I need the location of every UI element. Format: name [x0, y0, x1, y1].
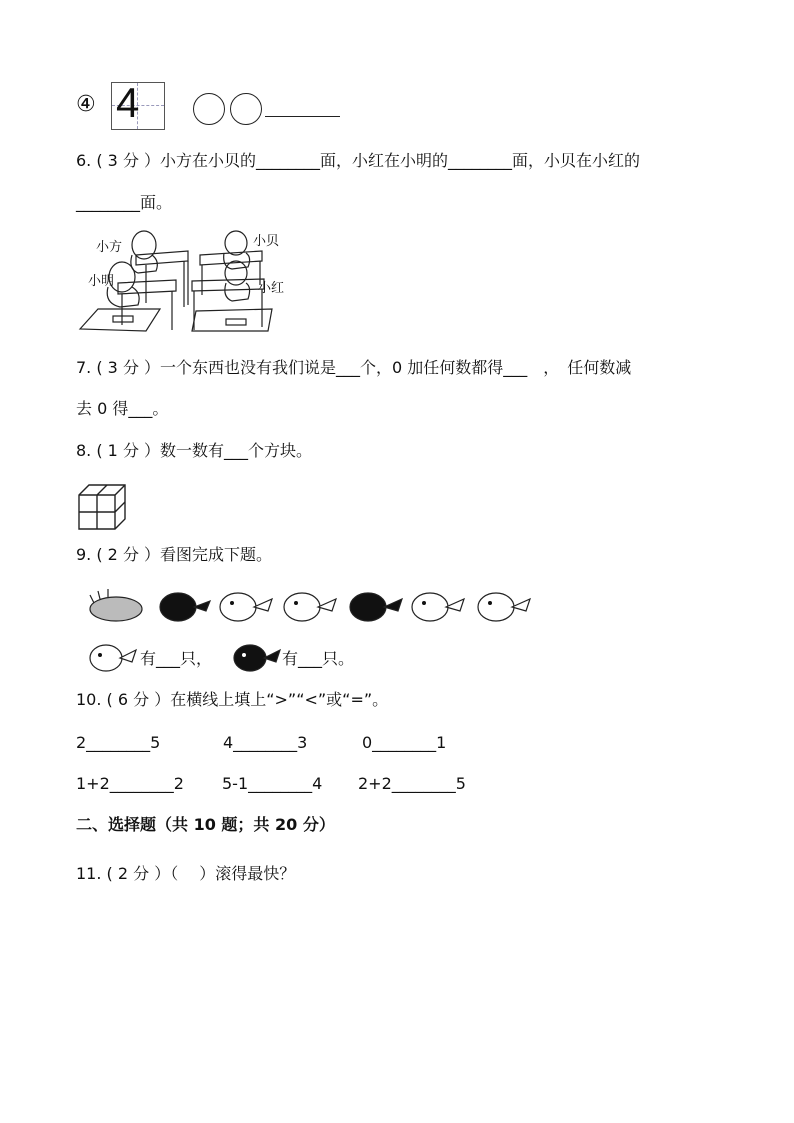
dark-bird-icon	[232, 640, 282, 676]
q10-title: 10. ( 6 分 ）在横线上填上“>”“<”或“=”。	[76, 690, 389, 709]
label-xiaofang: 小方	[96, 240, 123, 255]
q6-line2: ________面。	[76, 193, 173, 212]
q8-text: 8. ( 1 分 ）数一数有___个方块。	[76, 441, 313, 460]
digit-box	[111, 79, 165, 130]
answer-circle-1[interactable]	[193, 93, 225, 125]
label-xiaoming: 小明	[88, 274, 115, 289]
q7-line1: 7. ( 3 分 ）一个东西也没有我们说是___个，0 加任何数都得___ ， 任何数减	[76, 358, 632, 377]
light-bird-icon	[88, 640, 138, 676]
q10-row2-item2[interactable]: 5-1________4	[222, 774, 323, 793]
q7-line2: 去 0 得___。	[76, 399, 169, 418]
q5-answer-line[interactable]	[265, 100, 340, 117]
cube-blocks-figure	[77, 483, 129, 529]
q10-row1-item3[interactable]: 0________1	[362, 733, 447, 752]
q10-row2-item1[interactable]: 1+2________2	[76, 774, 184, 793]
q9-text: 9. ( 2 分 ）看图完成下题。	[76, 545, 273, 564]
q10-row1-item2[interactable]: 4________3	[223, 733, 308, 752]
q11-text: 11. ( 2 分 ）（ ）滚得最快？	[76, 864, 296, 883]
section-title: 二、选择题（共 10 题；共 20 分）	[76, 815, 335, 834]
label-xiaohong: 小红	[258, 281, 285, 296]
q9-answer-light: 有___只，	[140, 649, 213, 668]
label-xiaobei: 小贝	[253, 234, 280, 249]
q9-answer-dark: 有___只。	[282, 649, 355, 668]
q10-row2-item3[interactable]: 2+2________5	[358, 774, 466, 793]
q10-row1-item1[interactable]: 2________5	[76, 733, 161, 752]
q6-line1: 6. ( 3 分 ）小方在小贝的________面，小红在小明的________面，小贝在小红的	[76, 151, 641, 170]
q5-marker: ④	[76, 92, 96, 117]
answer-circle-2[interactable]	[230, 93, 262, 125]
bird-row-figure	[86, 585, 536, 629]
digit-four: 4	[116, 79, 140, 126]
